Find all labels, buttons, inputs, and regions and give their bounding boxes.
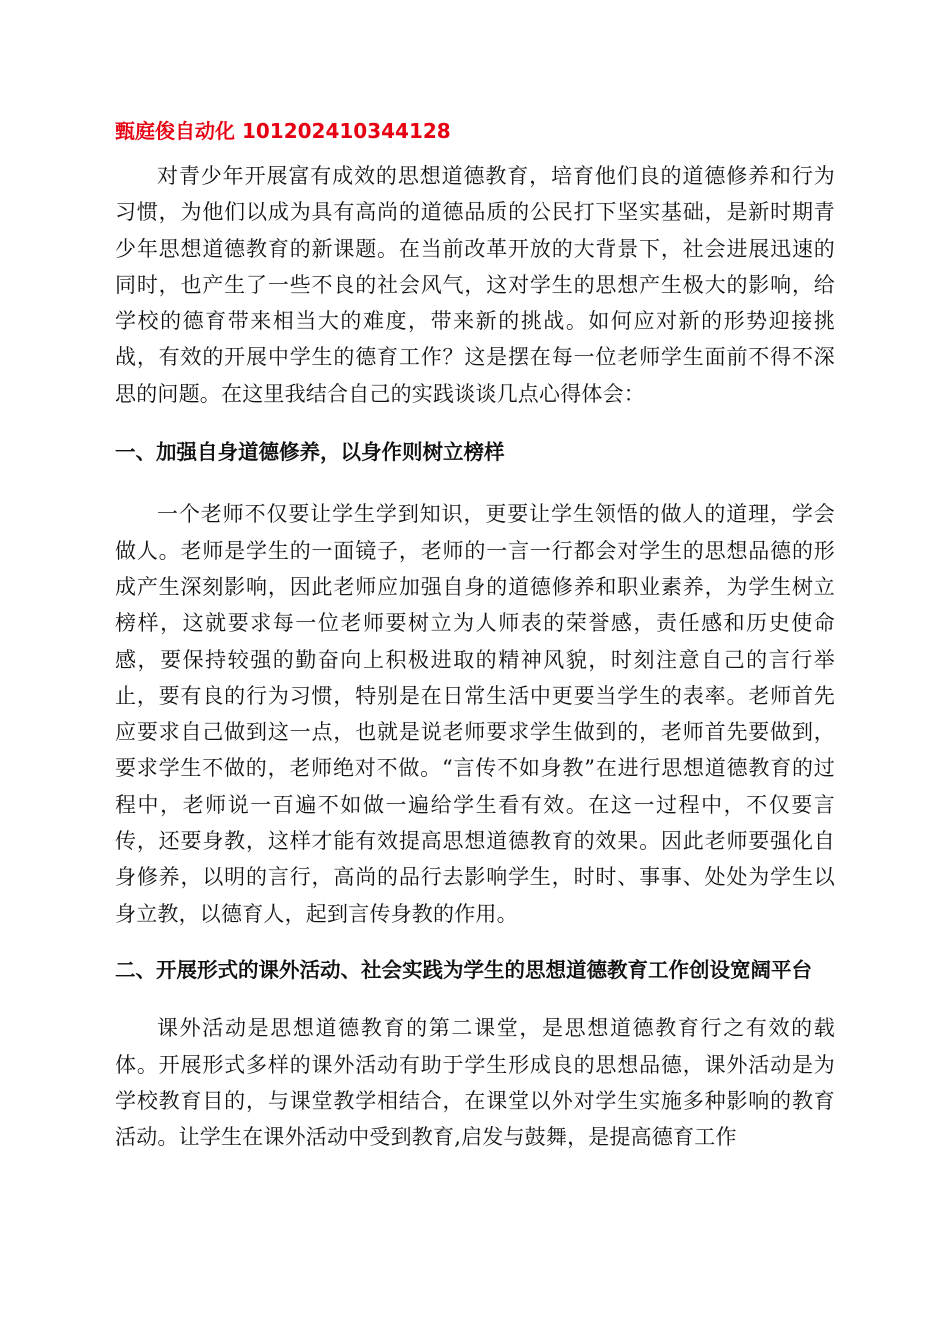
author-id-line: 甄庭俊自动化 101202410344128	[115, 119, 451, 143]
section-2-paragraph: 课外活动是思想道德教育的第二课堂，是思想道德教育行之有效的载体。开展形式多样的课外活动有助于学生形成良的思想品德，课外活动是为学校教育目的，与课堂教学相结合，在课堂以外对学生实施多种影响的教育活动。让学生在课外活动中受到教育,启发与鼓舞，是提高德育工作	[115, 1016, 835, 1150]
section-1-paragraph: 一个老师不仅要让学生学到知识，更要让学生领悟的做人的道理，学会做人。老师是学生的一面镜子，老师的一言一行都会对学生的思想品德的形成产生深刻影响，因此老师应加强自身的道德修养和职业素养，为学生树立榜样，这就要求每一位老师要树立为人师表的荣誉感，责任感和历史使命感，要保持较强的勤奋向上积极进取的精神风貌，时刻注意自己的言行举止，要有良的行为习惯，特别是在日常生活中更要当学生的表率。老师首先应要求自己做到这一点，也就是说老师要求学生做到的，老师首先要做到，要求学生不做的，老师绝对不做。“言传不如身教”在进行思想道德教育的过程中，老师说一百遍不如做一遍给学生看有效。在这一过程中，不仅要言传，还要身教，这样才能有效提高思想道德教育的效果。因此老师要强化自身修养，以明的言行，高尚的品行去影响学生，时时、事事、处处为学生以身立教，以德育人，起到言传身教的作用。	[115, 502, 835, 926]
section-1-heading: 一、加强自身道德修养，以身作则树立榜样	[115, 440, 505, 465]
section-2-heading: 二、开展形式的课外活动、社会实践为学生的思想道德教育工作创设宽阔平台	[115, 957, 812, 982]
document-body	[115, 112, 835, 1155]
intro-paragraph: 对青少年开展富有成效的思想道德教育，培育他们良的道德修养和行为习惯，为他们以成为具有高尚的道德品质的公民打下坚实基础，是新时期青少年思想道德教育的新课题。在当前改革开放的大背景下，社会进展迅速的同时，也产生了一些不良的社会风气，这对学生的思想产生极大的影响，给学校的德育带来相当大的难度，带来新的挑战。如何应对新的形势迎接挑战，有效的开展中学生的德育工作？这是摆在每一位老师学生面前不得不深思的问题。在这里我结合自己的实践谈谈几点心得体会：	[115, 164, 835, 406]
